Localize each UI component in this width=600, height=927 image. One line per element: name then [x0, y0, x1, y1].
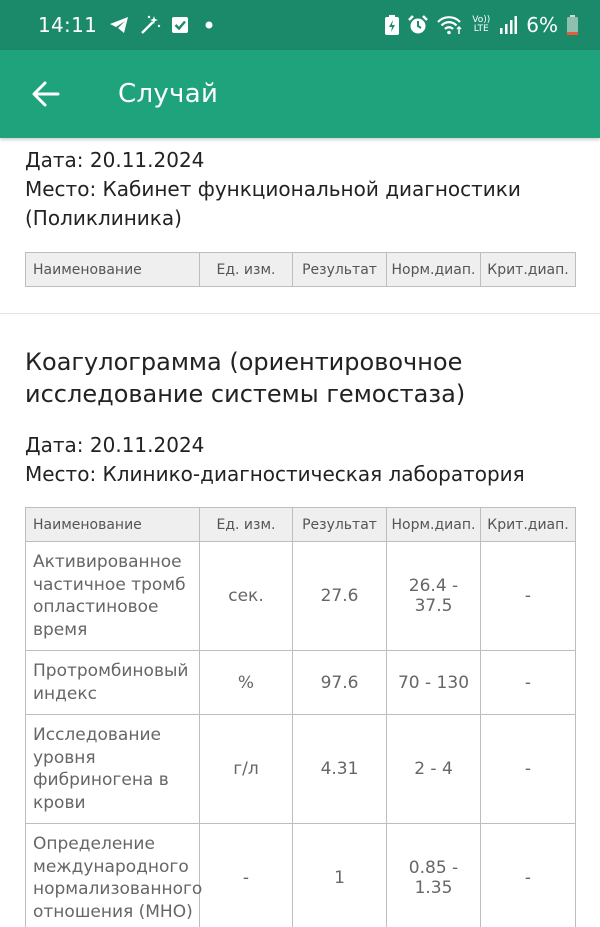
dot-icon	[205, 21, 213, 29]
status-right	[385, 13, 578, 37]
test-norm-range: 26.4 - 37.5	[387, 542, 481, 651]
test-name: Определение международного нормализованного отношения (МНО)	[26, 824, 200, 927]
signal-icon	[499, 16, 517, 34]
column-header-crit: Крит.диап.	[481, 253, 576, 287]
test-crit-range: -	[481, 824, 576, 927]
battery-percent: 6%	[526, 13, 558, 37]
column-header-norm: Норм.диап.	[387, 508, 481, 542]
status-time: 14:11	[38, 13, 98, 37]
battery-icon	[567, 15, 578, 35]
section-place: Место: Кабинет функциональной диагностики (Поликлиника)	[25, 177, 521, 230]
column-header-unit: Ед. изм.	[200, 253, 293, 287]
volte-top-label: Vo))	[472, 15, 491, 25]
status-left	[38, 13, 213, 37]
section-date: Дата: 20.11.2024	[25, 433, 205, 457]
test-unit: сек.	[200, 542, 293, 651]
volte-icon	[472, 16, 490, 34]
test-unit: -	[200, 824, 293, 927]
table-row	[26, 715, 576, 824]
test-name: Исследование уровня фибриногена в крови	[26, 715, 200, 824]
column-header-norm: Норм.диап.	[387, 253, 481, 287]
section-title: Коагулограмма (ориентировочное исследование системы гемостаза)	[25, 348, 466, 408]
test-result: 97.6	[293, 651, 387, 715]
section-divider	[0, 313, 600, 314]
table-header-row	[26, 253, 576, 287]
test-unit: %	[200, 651, 293, 715]
column-header-result: Результат	[293, 253, 387, 287]
app-bar	[0, 50, 600, 138]
test-crit-range: -	[481, 715, 576, 824]
test-name: Протромбиновый индекс	[26, 651, 200, 715]
column-header-crit: Крит.диап.	[481, 508, 576, 542]
results-table	[25, 507, 576, 927]
battery-saver-icon	[385, 15, 399, 35]
page-title: Случай	[118, 79, 219, 109]
test-norm-range: 0.85 - 1.35	[387, 824, 481, 927]
test-result: 4.31	[293, 715, 387, 824]
table-row	[26, 542, 576, 651]
column-header-result: Результат	[293, 508, 387, 542]
results-table	[25, 252, 576, 287]
status-bar	[0, 0, 600, 50]
section-place: Место: Клинико-диагностическая лаборатория	[25, 462, 525, 486]
test-result: 27.6	[293, 542, 387, 651]
test-crit-range: -	[481, 651, 576, 715]
arrow-left-icon	[32, 81, 60, 107]
test-unit: г/л	[200, 715, 293, 824]
table-row	[26, 651, 576, 715]
back-button[interactable]	[24, 72, 68, 116]
wifi-icon	[437, 15, 463, 35]
section-date: Дата: 20.11.2024	[25, 148, 205, 172]
test-result: 1	[293, 824, 387, 927]
alarm-icon	[408, 15, 428, 35]
table-row	[26, 824, 576, 927]
case-section-functional	[0, 138, 600, 287]
volte-bottom-label: LTE	[473, 24, 489, 34]
case-section-coagulogram	[0, 346, 600, 927]
column-header-unit: Ед. изм.	[200, 508, 293, 542]
magic-wand-icon	[139, 15, 161, 35]
test-name: Активированное частичное тромб опластиновое время	[26, 542, 200, 651]
column-header-name: Наименование	[26, 253, 200, 287]
checkbox-icon	[171, 16, 189, 34]
content-scroll[interactable]	[0, 138, 600, 927]
test-norm-range: 70 - 130	[387, 651, 481, 715]
test-crit-range: -	[481, 542, 576, 651]
table-header-row	[26, 508, 576, 542]
telegram-icon	[109, 16, 129, 34]
column-header-name: Наименование	[26, 508, 200, 542]
test-norm-range: 2 - 4	[387, 715, 481, 824]
